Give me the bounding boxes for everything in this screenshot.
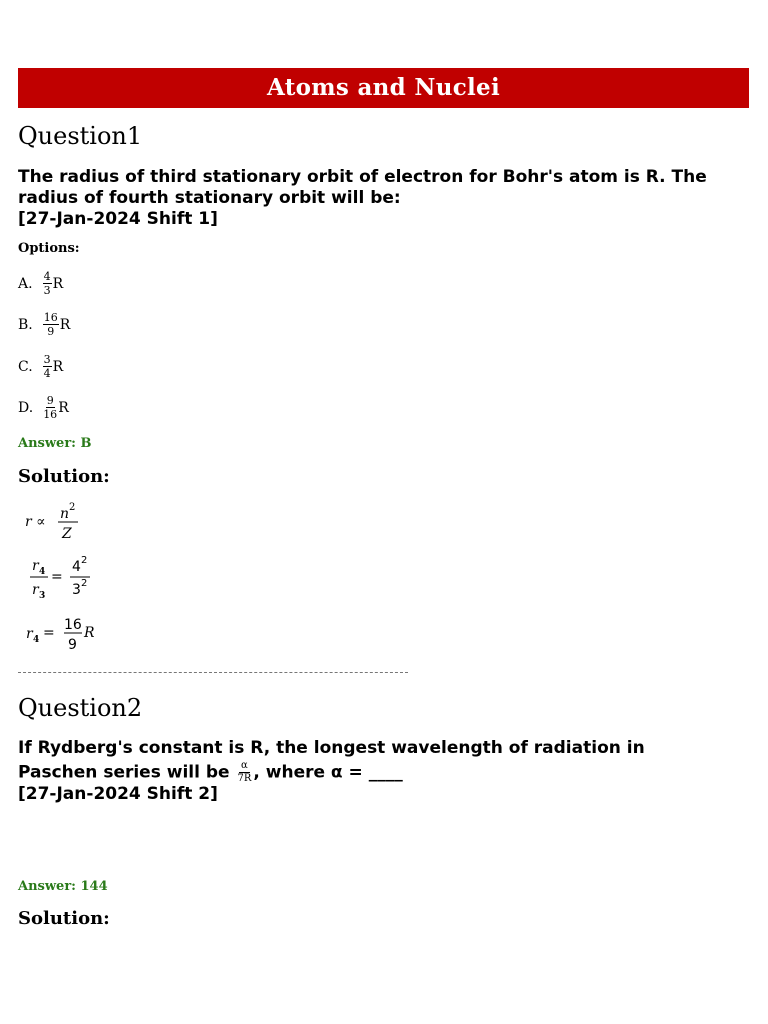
option-d[interactable] — [18, 395, 69, 420]
eq2-lden: r — [32, 582, 39, 598]
eq2-equals: = — [51, 569, 63, 585]
question-2-text — [18, 738, 753, 805]
option-fraction: $\frac{4}{3}$ — [43, 270, 51, 297]
option-letter: D. — [18, 399, 34, 416]
question-2-title: Question2 — [18, 694, 143, 722]
options-label: Options: — [18, 241, 80, 256]
eq2-lnum-sub: 4 — [39, 567, 46, 577]
eq3-num: 16 — [64, 617, 82, 633]
eq2-rden-sup: 2 — [81, 578, 88, 589]
eq3-suffix: R — [84, 625, 95, 641]
chapter-banner — [18, 68, 749, 108]
solution-label-2: Solution: — [18, 908, 110, 929]
solution-equation-1 — [20, 500, 110, 544]
eq2-lden-sub: 3 — [39, 591, 46, 601]
answer-text-2: Answer: 144 — [18, 879, 108, 894]
question-2-line-2 — [18, 761, 753, 784]
eq2-rnum: 4 — [72, 559, 81, 575]
question-2-fraction: $\frac{\alpha}{7R}$ — [237, 760, 252, 784]
question-2-line-2-start: Paschen series will be — [18, 762, 230, 783]
eq1-lhs: r ∝ — [25, 514, 46, 530]
option-suffix: R — [58, 399, 69, 416]
question-1-line-1: The radius of third stationary orbit of electron for Bohr's atom is R. The — [18, 167, 707, 187]
question-2-shift: [27-Jan-2024 Shift 2] — [18, 784, 218, 804]
solution-equation-3 — [22, 612, 122, 656]
question-1-text — [18, 167, 753, 230]
question-2-line-1: If Rydberg's constant is R, the longest wavelength of radiation in — [18, 738, 645, 758]
solution-label: Solution: — [18, 466, 110, 487]
eq2-lnum: r — [32, 558, 39, 574]
eq2-rnum-sup: 2 — [81, 555, 88, 566]
question-2-line-2-end: , where α = ____ — [253, 762, 403, 783]
option-a[interactable] — [18, 271, 63, 296]
question-1-title: Question1 — [18, 122, 143, 150]
question-divider — [18, 672, 408, 673]
option-b[interactable] — [18, 312, 70, 337]
option-letter: B. — [18, 316, 33, 333]
option-fraction: $\frac{3}{4}$ — [43, 353, 51, 380]
option-suffix: R — [52, 358, 64, 375]
eq1-num: n — [60, 506, 70, 522]
chapter-title: Atoms and Nuclei — [266, 74, 501, 101]
option-suffix: R — [59, 316, 71, 333]
eq1-num-sup: 2 — [69, 502, 76, 513]
question-1-shift: [27-Jan-2024 Shift 1] — [18, 209, 218, 229]
question-1-line-2: radius of fourth stationary orbit will be: — [18, 188, 401, 208]
eq3-lhs: r — [26, 626, 33, 642]
option-fraction: $\frac{9}{16}$ — [43, 394, 58, 421]
option-suffix: R — [52, 275, 64, 292]
answer-text: Answer: B — [18, 436, 92, 451]
eq1-den: Z — [62, 526, 72, 542]
eq2-rden: 3 — [72, 582, 81, 598]
option-c[interactable] — [18, 354, 63, 379]
eq3-lhs-sub: 4 — [33, 635, 40, 645]
option-letter: A. — [18, 275, 33, 292]
solution-equation-2 — [24, 552, 114, 604]
eq3-equals: = — [43, 625, 55, 641]
eq3-den: 9 — [68, 637, 77, 653]
option-fraction: $\frac{16}{9}$ — [43, 311, 58, 338]
option-letter: C. — [18, 358, 33, 375]
